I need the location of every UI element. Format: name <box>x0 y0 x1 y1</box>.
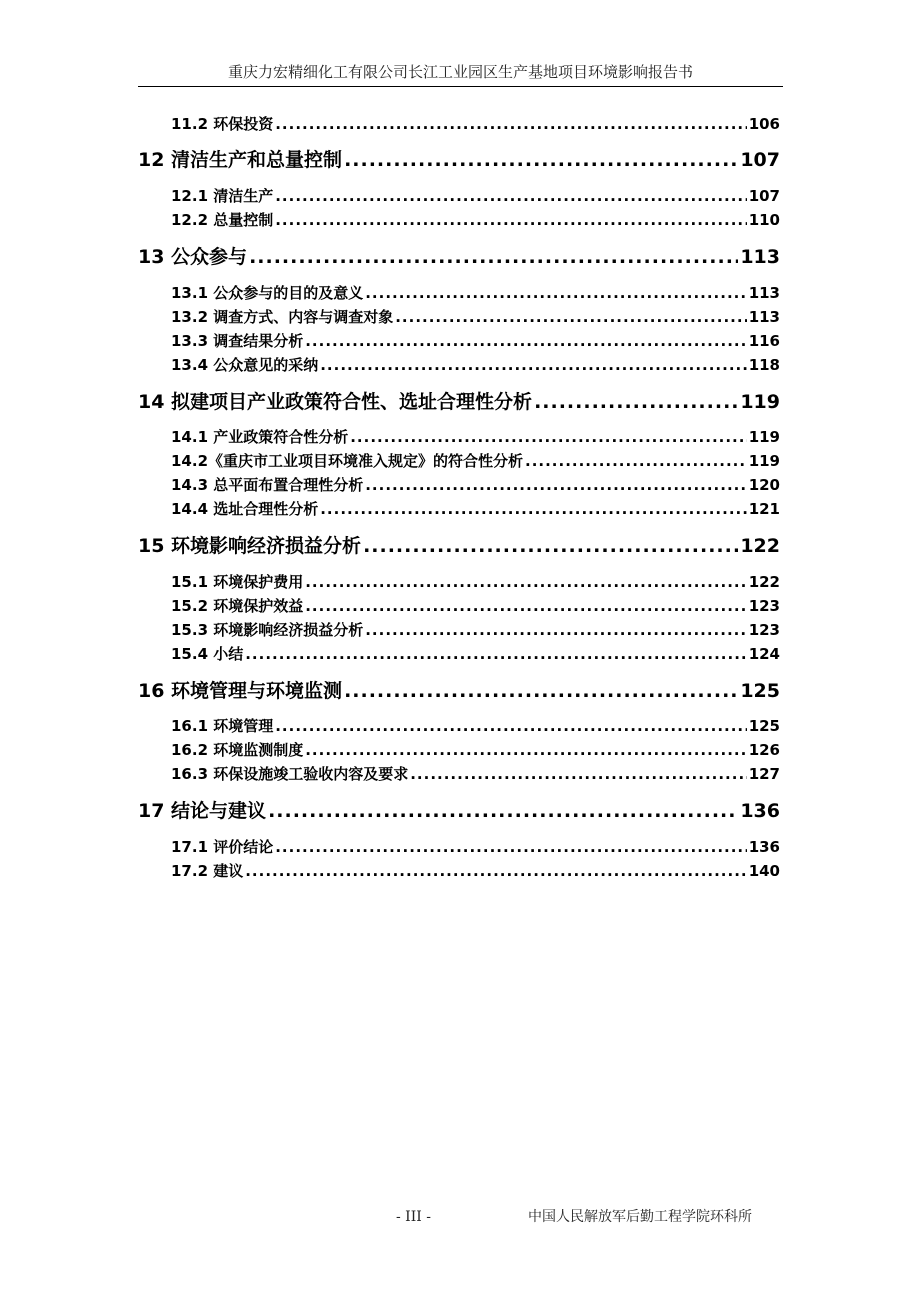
toc-entry-page: 124 <box>748 645 780 663</box>
toc-dot-leader <box>305 571 746 593</box>
toc-dot-leader <box>245 860 746 882</box>
toc-entry-page: 106 <box>748 115 780 133</box>
toc-entry[interactable] <box>171 595 780 617</box>
toc-dot-leader <box>275 836 746 858</box>
toc-dot-leader <box>320 498 746 520</box>
toc-chapter-page: 107 <box>740 149 780 171</box>
toc-entry[interactable] <box>171 860 780 882</box>
toc-dot-leader <box>350 426 746 448</box>
toc-entry[interactable] <box>171 426 780 448</box>
toc-entry-page: 110 <box>748 211 780 229</box>
toc-entry-page: 127 <box>748 765 780 783</box>
toc-dot-leader <box>534 389 738 415</box>
toc-chapter[interactable] <box>138 244 780 270</box>
toc-dot-leader <box>275 209 746 231</box>
toc-entry-page: 123 <box>748 597 780 615</box>
toc-dot-leader <box>320 354 746 376</box>
toc-chapter-page: 113 <box>740 246 780 268</box>
toc-dot-leader <box>275 715 746 737</box>
toc-entry[interactable] <box>171 113 780 135</box>
toc-entry-page: 116 <box>748 332 780 350</box>
toc-dot-leader <box>395 306 746 328</box>
toc-entry-title: 12.1 清洁生产 <box>171 187 274 205</box>
toc-entry-page: 113 <box>748 308 780 326</box>
toc-dot-leader <box>344 147 738 173</box>
toc-dot-leader <box>305 595 746 617</box>
toc-entry[interactable] <box>171 619 780 641</box>
toc-entry[interactable] <box>171 836 780 858</box>
toc-entry-title: 13.1 公众参与的目的及意义 <box>171 284 364 302</box>
toc-entry-page: 120 <box>748 476 780 494</box>
toc-entry-title: 13.3 调查结果分析 <box>171 332 304 350</box>
toc-chapter[interactable] <box>138 533 780 559</box>
toc-chapter-page: 122 <box>740 535 780 557</box>
footer-organization: 中国人民解放军后勤工程学院环科所 <box>528 1209 752 1225</box>
toc-entry[interactable] <box>171 739 780 761</box>
toc-entry-title: 14.1 产业政策符合性分析 <box>171 428 349 446</box>
toc-entry[interactable] <box>171 282 780 304</box>
toc-chapter-page: 136 <box>740 800 780 822</box>
toc-dot-leader <box>365 619 746 641</box>
toc-chapter-title: 14 拟建项目产业政策符合性、选址合理性分析 <box>138 391 533 413</box>
toc-dot-leader <box>275 185 746 207</box>
toc-dot-leader <box>344 678 738 704</box>
toc-chapter[interactable] <box>138 389 780 415</box>
footer-page-number: - III - <box>396 1209 431 1225</box>
toc-entry-title: 13.4 公众意见的采纳 <box>171 356 319 374</box>
document-header: 重庆力宏精细化工有限公司长江工业园区生产基地项目环境影响报告书 <box>227 63 693 81</box>
toc-entry-title: 16.3 环保设施竣工验收内容及要求 <box>171 765 409 783</box>
toc-entry-page: 122 <box>748 573 780 591</box>
toc-entry[interactable] <box>171 763 780 785</box>
toc-entry-title: 15.1 环境保护费用 <box>171 573 304 591</box>
toc-entry-page: 140 <box>748 862 780 880</box>
toc-entry-title: 14.4 选址合理性分析 <box>171 500 319 518</box>
toc-entry-title: 14.2《重庆市工业项目环境准入规定》的符合性分析 <box>171 452 524 470</box>
toc-entry[interactable] <box>171 330 780 352</box>
toc-entry[interactable] <box>171 498 780 520</box>
toc-entry-title: 16.1 环境管理 <box>171 717 274 735</box>
toc-dot-leader <box>305 739 746 761</box>
toc-dot-leader <box>410 763 746 785</box>
toc-entry-page: 121 <box>748 500 780 518</box>
toc-entry-title: 17.2 建议 <box>171 862 244 880</box>
toc-entry[interactable] <box>171 715 780 737</box>
toc-entry-page: 119 <box>748 452 780 470</box>
toc-entry[interactable] <box>171 306 780 328</box>
toc-dot-leader <box>268 798 738 824</box>
toc-entry[interactable] <box>171 185 780 207</box>
toc-entry[interactable] <box>171 643 780 665</box>
toc-entry-title: 11.2 环保投资 <box>171 115 274 133</box>
toc-chapter-title: 15 环境影响经济损益分析 <box>138 535 362 557</box>
toc-entry[interactable] <box>171 209 780 231</box>
toc-chapter[interactable] <box>138 798 780 824</box>
toc-chapter-title: 13 公众参与 <box>138 246 248 268</box>
toc-entry-page: 113 <box>748 284 780 302</box>
table-of-contents <box>138 0 780 900</box>
toc-chapter-title: 12 清洁生产和总量控制 <box>138 149 343 171</box>
toc-dot-leader <box>245 643 746 665</box>
toc-dot-leader <box>305 330 746 352</box>
toc-dot-leader <box>365 474 746 496</box>
toc-entry-title: 13.2 调查方式、内容与调查对象 <box>171 308 394 326</box>
toc-entry[interactable] <box>171 474 780 496</box>
toc-chapter[interactable] <box>138 678 780 704</box>
toc-entry-title: 14.3 总平面布置合理性分析 <box>171 476 364 494</box>
toc-dot-leader <box>363 533 738 559</box>
toc-entry-title: 16.2 环境监测制度 <box>171 741 304 759</box>
toc-entry-page: 119 <box>748 428 780 446</box>
toc-entry-page: 118 <box>748 356 780 374</box>
toc-chapter-title: 17 结论与建议 <box>138 800 267 822</box>
toc-entry-page: 125 <box>748 717 780 735</box>
toc-chapter-page: 119 <box>740 391 780 413</box>
toc-entry[interactable] <box>171 571 780 593</box>
toc-chapter-title: 16 环境管理与环境监测 <box>138 680 343 702</box>
toc-entry-page: 123 <box>748 621 780 639</box>
toc-entry[interactable] <box>171 450 780 472</box>
toc-entry-title: 15.3 环境影响经济损益分析 <box>171 621 364 639</box>
toc-chapter[interactable] <box>138 147 780 173</box>
toc-entry-title: 17.1 评价结论 <box>171 838 274 856</box>
toc-entry[interactable] <box>171 354 780 376</box>
toc-dot-leader <box>275 113 746 135</box>
toc-entry-page: 126 <box>748 741 780 759</box>
toc-chapter-page: 125 <box>740 680 780 702</box>
toc-dot-leader <box>525 450 747 472</box>
toc-entry-title: 15.2 环境保护效益 <box>171 597 304 615</box>
toc-entry-title: 15.4 小结 <box>171 645 244 663</box>
toc-dot-leader <box>249 244 738 270</box>
toc-dot-leader <box>365 282 746 304</box>
toc-entry-page: 136 <box>748 838 780 856</box>
toc-entry-page: 107 <box>748 187 780 205</box>
toc-entry-title: 12.2 总量控制 <box>171 211 274 229</box>
